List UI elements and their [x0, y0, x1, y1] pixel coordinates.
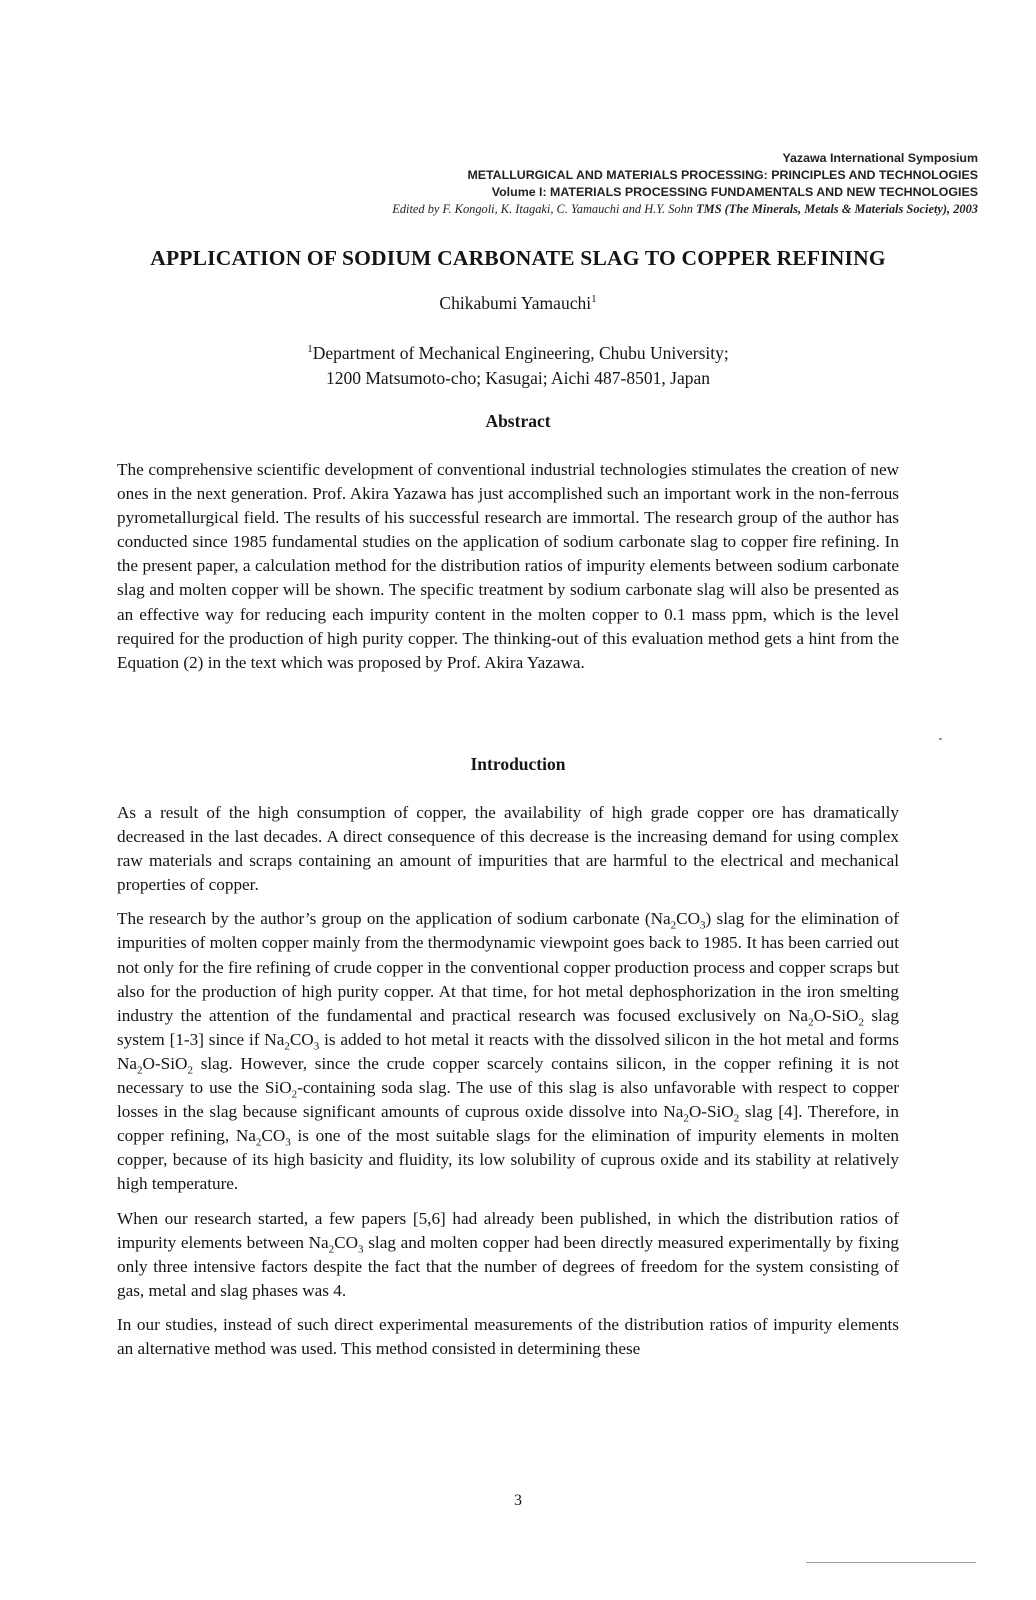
- editors-line: [78, 201, 978, 218]
- intro-paragraph-1: As a result of the high consumption of copper, the availability of high grade copper ore has dramatically decreased in the last decades. A direct consequence of this decrease is the increasing demand for using complex raw materials and scraps containing an amount of impurities that are harmful to the electrical and mechanical properties of copper.: [117, 803, 899, 895]
- editors: Edited by F. Kongoli, K. Itagaki, C. Yamauchi and H.Y. Sohn: [392, 202, 693, 216]
- introduction-body: [117, 801, 899, 1371]
- scan-speck: [939, 738, 942, 740]
- intro-paragraph-3: When our research started, a few papers [5,6] had already been published, in which the distribution ratios of impurity elements between $Na_2CO_3$ slag and molten copper had been directly measured experimentally by fixing only three intensive factors despite the fact that the number of degrees of freedom for the system consisting of gas, metal and slag phases was 4.: [117, 1208, 900, 1300]
- publisher: TMS (The Minerals, Metals & Materials Society), 2003: [696, 202, 978, 216]
- footer-rule: [806, 1562, 976, 1563]
- affiliation-line-2: 1200 Matsumoto-cho; Kasugai; Aichi 487-8501, Japan: [326, 368, 710, 388]
- paper-title: APPLICATION OF SODIUM CARBONATE SLAG TO COPPER REFINING: [150, 246, 886, 270]
- symposium-name: Yazawa International Symposium: [782, 151, 978, 165]
- author-superscript: 1: [591, 293, 597, 306]
- intro-paragraph-2: The research by the author’s group on the application of sodium carbonate $(Na_2CO_3)$ slag for the elimination of impurities of molten copper mainly from the thermodynamic viewpoint goes back to 1985. It has been carried out not only for the fire refining of crude copper in the conventional copper production process and copper scraps but also for the production of high purity copper. At that time, for hot metal dephosphorization in the iron smelting industry the attention of the fundamental and practical research was focused exclusively on $Na_2O-SiO_2$ slag system [1-3] since if $Na_2CO_3$ is added to hot metal it reacts with the dissolved silicon in the hot metal and forms $Na_2O-SiO_2$ slag. However, since the crude copper scarcely contains silicon, in the copper refining it is not necessary to use the SiO$_2$-containing soda slag. The use of this slag is also unfavorable with respect to copper losses in the slag because significant amounts of cuprous oxide dissolve into $Na_2O-SiO_2$ slag [4]. Therefore, in copper refining, $Na_2CO_3$ is one of the most suitable slags for the elimination of impurity elements in molten copper, because of its high basicity and fluidity, its low solubility of cuprous oxide and its stability at relatively high temperature.: [117, 909, 900, 1194]
- abstract-heading: Abstract: [485, 411, 551, 431]
- abstract-body: [117, 458, 899, 685]
- proceedings-header: [78, 150, 978, 218]
- affiliation-superscript: 1: [307, 343, 313, 356]
- author: [0, 293, 1036, 314]
- author-name: Chikabumi Yamauchi: [439, 293, 592, 313]
- volume-title: Volume I: MATERIALS PROCESSING FUNDAMENTALS AND NEW TECHNOLOGIES: [491, 185, 978, 199]
- introduction-heading: Introduction: [470, 754, 566, 774]
- book-title: METALLURGICAL AND MATERIALS PROCESSING: PRINCIPLES AND TECHNOLOGIES: [467, 168, 978, 182]
- affiliation-line-1: $^1$Department of Mechanical Engineering, Chubu University;: [307, 343, 729, 363]
- page-number: 3: [514, 1492, 522, 1509]
- abstract-paragraph: The comprehensive scientific development of conventional industrial technologies stimulates the creation of new ones in the next generation. Prof. Akira Yazawa has just accomplished such an important work in the non-ferrous pyrometallurgical field. The results of his successful research are immortal. The research group of the author has conducted since 1985 fundamental studies on the application of sodium carbonate slag to copper fire refining. In the present paper, a calculation method for the distribution ratios of impurity elements between sodium carbonate slag and molten copper will be shown. The specific treatment by sodium carbonate slag will also be presented as an effective way for reducing each impurity content in the molten copper to 0.1 mass ppm, which is the level required for the production of high purity copper. The thinking-out of this evaluation method gets a hint from the Equation (2) in the text which was proposed by Prof. Akira Yazawa.: [117, 460, 899, 672]
- affiliation: [0, 341, 1036, 391]
- intro-paragraph-4: In our studies, instead of such direct experimental measurements of the distribution ratios of impurity elements an alternative method was used. This method consisted in determining these: [117, 1314, 899, 1358]
